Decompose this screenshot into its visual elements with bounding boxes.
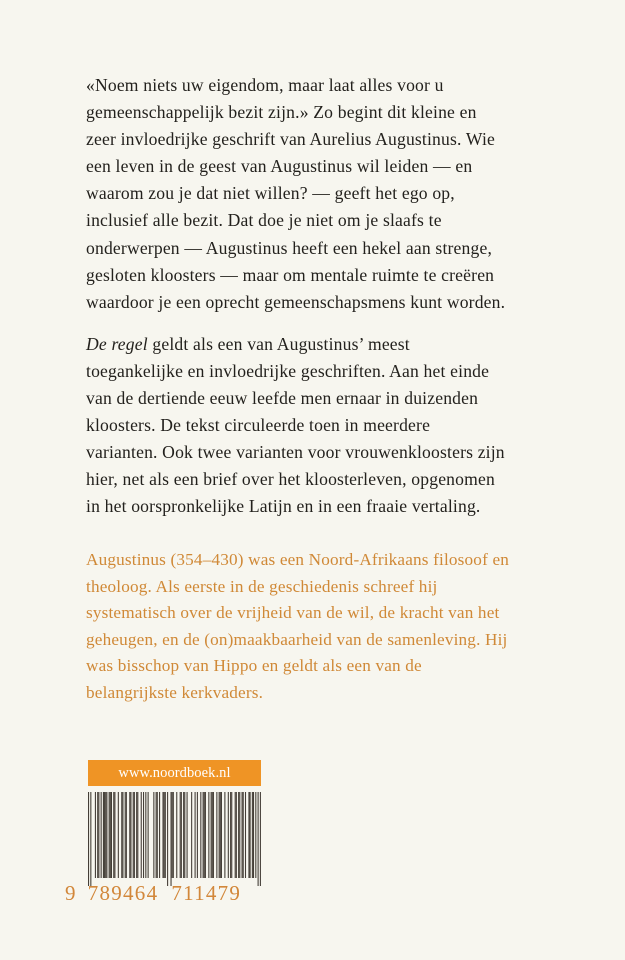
barcode-bars-image (88, 792, 261, 886)
publisher-url-label: www.noordboek.nl (118, 764, 231, 781)
blurb-paragraph-1: «Noem niets uw eigendom, maar laat alles voor u gemeenschappelijk bezit zijn.» Zo begint dit kleine en zeer invloedrijke geschrift van Aurelius Augustinus. Wie een leven in de geest van Augustinus wil leiden — en waarom zou je dat niet willen? — geeft het ego op, inclusief alle bezit. Dat doe je niet om je slaafs te onderwerpen — Augustinus heeft een hekel aan strenge, gesloten kloosters — maar om mentale ruimte te creëren waardoor je een oprecht gemeenschapsmens kunt worden. (86, 75, 506, 312)
book-title-italic: De regel (86, 333, 148, 354)
author-bio-text: Augustinus (354–430) was een Noord-Afrikaans filosoof en theoloog. Als eerste in de geschiedenis schreef hij systematisch over de vrijheid van de wil, de kracht van het geheugen, en de (on)maakbaarheid van de samenleving. Hij was bisschop van Hippo en geldt als een van de belangrijkste kerkvaders. (86, 550, 510, 702)
barcode-block (65, 792, 261, 914)
blurb-paragraph-2 (86, 331, 506, 521)
blurb-text-block (86, 72, 506, 521)
isbn-group-2: 789464 (87, 881, 159, 905)
publisher-url-banner[interactable] (88, 760, 261, 786)
author-bio-block (86, 547, 516, 706)
isbn-group-1: 9 (65, 881, 77, 905)
blurb-paragraph-2-rest: geldt als een van Augustinus’ meest toegankelijke en invloedrijke geschriften. Aan het einde van de dertiende eeuw leefde men ernaar in duizenden kloosters. De tekst circuleerde toen in meerdere varianten. Ook twee varianten voor vrouwenkloosters zijn hier, net als een brief over het kloosterleven, opgenomen in het oorspronkelijke Latijn en in een fraaie vertaling. (86, 333, 505, 517)
isbn-group-3: 711479 (171, 881, 242, 905)
isbn-number (65, 880, 275, 906)
